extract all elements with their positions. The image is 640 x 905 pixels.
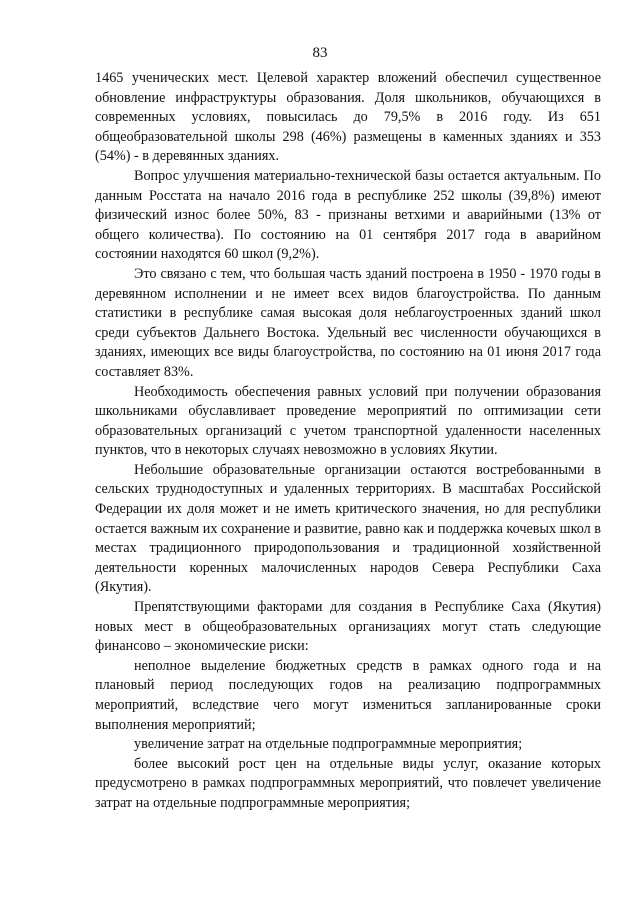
paragraph-4: Необходимость обеспечения равных условий при получении образования школьниками обуславливает проведение мероприятий по оптимизации сети образовательных организаций с учетом транспортной удаленности населенных пунктов, что в некоторых случаях невозможно в условиях Якутии. [95, 383, 601, 459]
paragraph-3: Это связано с тем, что большая часть зданий построена в 1950 - 1970 годы в деревянном исполнении и не имеет всех видов благоустройства. По данным статистики в республике самая высокая доля неблагоустроенных зданий школ среди субъектов Дальнего Востока. Удельный вес численности обучающихся в зданиях, имеющих все виды благоустройства, по состоянию на 01 июня 2017 года составляет 83%. [95, 265, 601, 380]
paragraph-1: 1465 ученических мест. Целевой характер вложений обеспечил существенное обновление инфраструктуры образования. Доля школьников, обучающихся в современных условиях, повысилась до 79,5% в 2016 году. Из 651 общеобразовательной школы 298 (46%) размещены в каменных зданиях и 353 (54%) - в деревянных зданиях. [95, 70, 601, 165]
paragraph-5: Небольшие образовательные организации остаются востребованными в сельских труднодоступных и удаленных территориях. В масштабах Российской Федерации их доля может и не иметь критического значения, но для республики остается важным их сохранение и развитие, равно как и поддержка кочевых школ в местах традиционного природопользования и традиционной хозяйственной деятельности коренных малочисленных народов Севера Республики Саха (Якутия). [95, 461, 601, 596]
risk-item-2: увеличение затрат на отдельные подпрограммные мероприятия; [134, 736, 523, 753]
paragraph-6: Препятствующими факторами для создания в Республике Саха (Якутия) новых мест в общеобразовательных организациях могут стать следующие финансово – экономические риски: [95, 599, 601, 655]
risk-item-1: неполное выделение бюджетных средств в рамках одного года и на плановый период последующих годов на реализацию подпрограммных мероприятий, вследствие чего могут измениться запланированные сроки выполнения мероприятий; [95, 657, 601, 733]
page-number: 83 [312, 45, 328, 61]
paragraph-2: Вопрос улучшения материально-технической базы остается актуальным. По данным Росстата на начало 2016 года в республике 252 школы (39,8%) имеют физический износ более 50%, 83 - признаны ветхими и аварийными (13% от общего количества). По состоянию на 01 сентября 2017 года в аварийном состоянии находятся 60 школ (9,2%). [95, 167, 601, 263]
risk-item-3: более высокий рост цен на отдельные виды услуг, оказание которых предусмотрено в рамках подпрограммных мероприятий, что повлечет увеличение затрат на отдельные подпрограммные мероприятия; [95, 755, 601, 811]
document-body [95, 69, 601, 814]
